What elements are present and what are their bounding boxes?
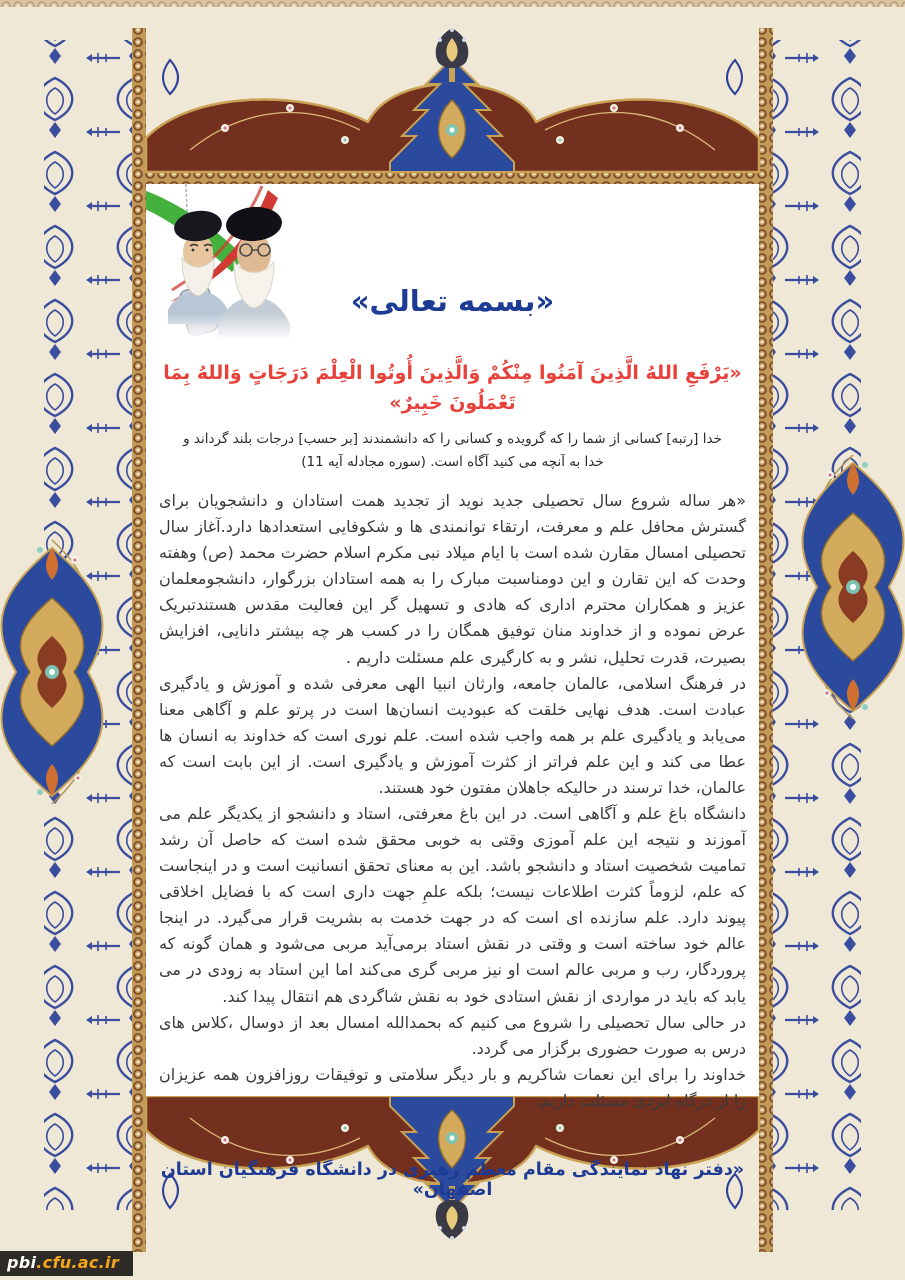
body-paragraph: دانشگاه باغ علم و آگاهی است. در این باغ معرفتی، استاد و دانشجو از یکدیگر علم می آموزند و نتیجه این علم آموزی وقتی به خوبی محقق شده است که حاصل آن رشد تمامیت شخصیت استاد و دانشجو باشد. این به معنای تحقق انسانیت است و در اینجاست که علم، لزوماً کثرت اطلاعات نیست؛ بلکه علمِ جهت داری است که با فضایل اخلاقی پیوند دارد. علم سازنده ای است که در جهت خدمت به بشریت قرار می‌گیرد. در اینجا عالم خود ساخته است و وقتی در نقش استاد برمی‌آید مربی می‌شود و همان گونه که پروردگار، رب و مربی عالم است او نیز مربی گری می‌کند اما این استاد به زودی در می یابد که باید در مواردی از نقش استادی خود به نقش شاگردی هم انتقال پیدا کند.	[159, 803, 746, 1006]
body-paragraph: خداوند را برای این نعمات شاکریم و بار دیگر سلامتی و توفیقات روزافزون همه عزیزان را از درگاه ایزدی مسئلت داریم.	[159, 1064, 746, 1110]
watermark-prefix: pbi	[7, 1253, 37, 1272]
quran-verse: «یَرْفَعِ اللهُ الَّذِینَ آمَنُوا مِنْکُمْ وَالَّذِینَ أُوتُوا الْعِلْمَ دَرَجَاتٍ وَاللهُ بِمَا تَعْمَلُونَ خَبِیرٌ»	[163, 362, 742, 415]
letter-sheet	[146, 184, 759, 1200]
verse-translation: خدا [رتبه] کسانی از شما را که گرویده و کسانی را که دانشمندند [بر حسب] درجات بلند گرداند و خدا به آنچه می کنید آگاه است. (سوره مجادله آیه 11)	[183, 430, 722, 471]
bismillah-title: «بسمه تعالی»	[350, 284, 555, 318]
site-watermark	[0, 1251, 133, 1276]
body-paragraph: در فرهنگ اسلامی، عالمان جامعه، وارثان انبیا الهی معرفی شده و آموزش و یادگیری عبادت است. هدف نهایی خلقت که عبودیت انسان‌ها است در پرتو علم و آگاهی معنا می‌یابد و یادگیری علم بر همه واجب شده است. علم نوری است که خداوند به انسان ها عطا می کند و این علم فراتر از کثرت آموزش و یادگیری است. از این بابت است که عالمان، خدا ترسند در حالیکه جاهلان مفتون خود هستند.	[159, 673, 746, 797]
signature-line: «دفتر نهاد نمایندگی مقام معظم رهبری در دانشگاه فرهنگیان استان اصفهان»	[160, 1159, 745, 1200]
letter-body	[146, 488, 759, 1114]
body-paragraph: «هر ساله شروع سال تحصیلی جدید نوید از تجدید همت استادان و دانشجویان برای گسترش محافل علم و معرفت، ارتقاء توانمندی ها و شکوفایی استعدادها دارد.آغاز سال تحصیلی امسال مقارن شده است با ایام میلاد نبی مکرم اسلام حضرت محمد (ص) وهفته وحدت که این تقارن و این دومناسبت مبارک را به همه استادان بزرگوار، دانشجومعلمان عزیز و همکاران محترم اداری که هادی و تسهیل گر این فعالیت مقدس هستندتبریک عرض نموده و از خداوند منان توفیق همگان را در کسب هر چه بیشتر دانایی، افزایش بصیرت، قدرت تحلیل، نشر و به کارگیری علم مسئلت داریم .	[159, 491, 746, 667]
header-artwork	[146, 184, 759, 352]
body-paragraph: در حالی سال تحصیلی را شروع می کنیم که بحمدالله امسال بعد از دوسال ،کلاس های درس به صورت حضوری برگزار می گردد.	[159, 1012, 746, 1058]
watermark-suffix: .cfu.ac.ir	[36, 1253, 120, 1272]
